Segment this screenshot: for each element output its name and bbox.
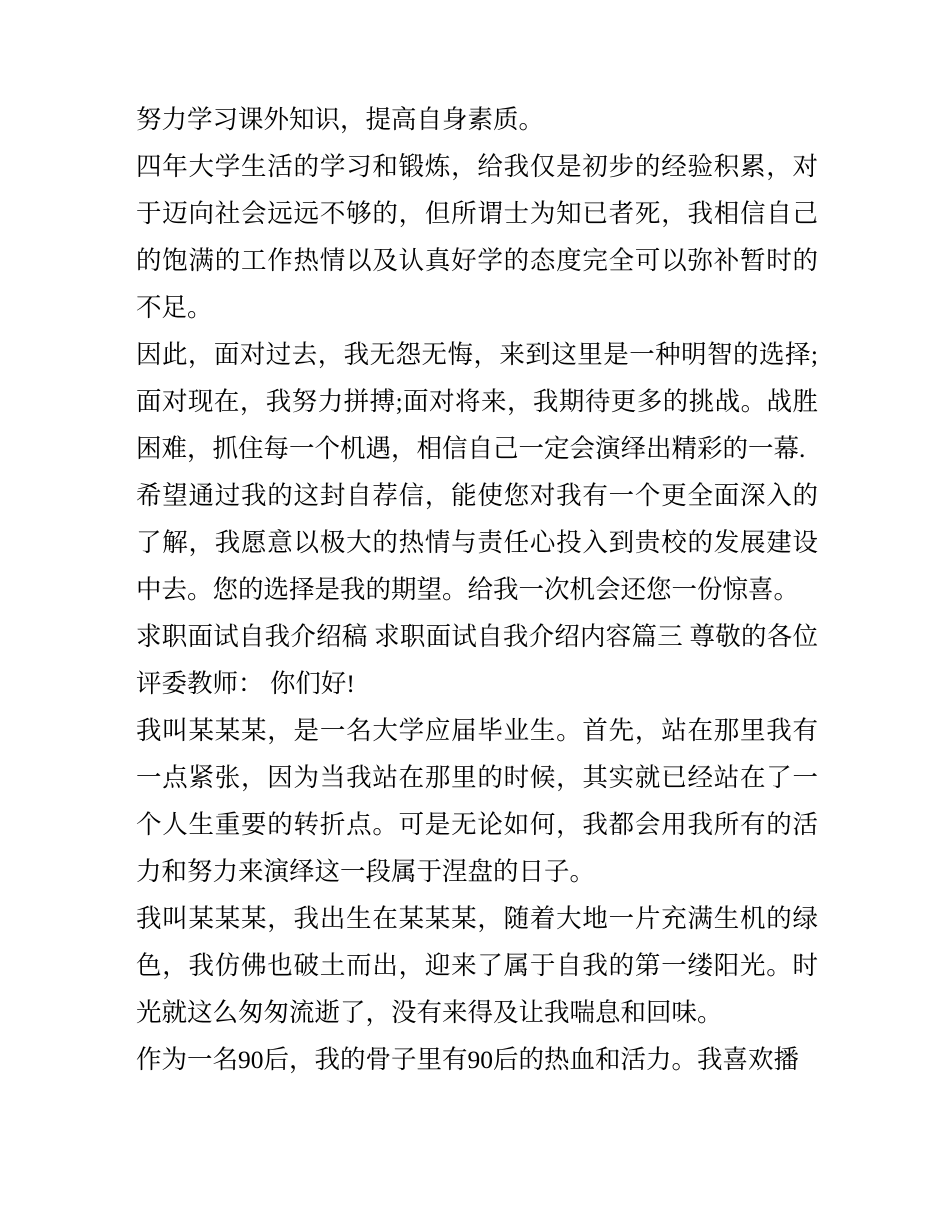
paragraph: 四年大学生活的学习和锻炼，给我仅是初步的经验积累，对于迈向社会远远不够的，但所谓士为知已者死，我相信自己的饱满的工作热情以及认真好学的态度完全可以弥补暂时的不足。 <box>136 152 818 322</box>
document-body <box>136 96 818 1083</box>
paragraph: 我叫某某某，是一名大学应届毕业生。首先，站在那里我有一点紧张，因为当我站在那里的时候，其实就已经站在了一个人生重要的转折点。可是无论如何，我都会用我所有的活力和努力来演绎这一段属于涅盘的日子。 <box>136 716 818 886</box>
paragraph: 作为一名90后，我的骨子里有90后的热血和活力。我喜欢播 <box>136 1045 800 1074</box>
paragraph: 努力学习课外知识，提高自身素质。 <box>136 105 545 134</box>
paragraph: 希望通过我的这封自荐信，能使您对我有一个更全面深入的了解，我愿意以极大的热情与责任心投入到贵校的发展建设中去。您的选择是我的期望。给我一次机会还您一份惊喜。 <box>136 481 818 604</box>
paragraph: 我叫某某某，我出生在某某某，随着大地一片充满生机的绿色，我仿佛也破土而出，迎来了属于自我的第一缕阳光。时光就这么匆匆流逝了，没有来得及让我喘息和回味。 <box>136 904 818 1027</box>
paragraph: 因此，面对过去，我无怨无悔，来到这里是一种明智的选择;面对现在，我努力拼搏;面对将来，我期待更多的挑战。战胜困难，抓住每一个机遇，相信自己一定会演绎出精彩的一幕. <box>136 340 818 463</box>
paragraph: 求职面试自我介绍稿 求职面试自我介绍内容篇三 尊敬的各位评委教师： 你们好! <box>136 622 818 698</box>
